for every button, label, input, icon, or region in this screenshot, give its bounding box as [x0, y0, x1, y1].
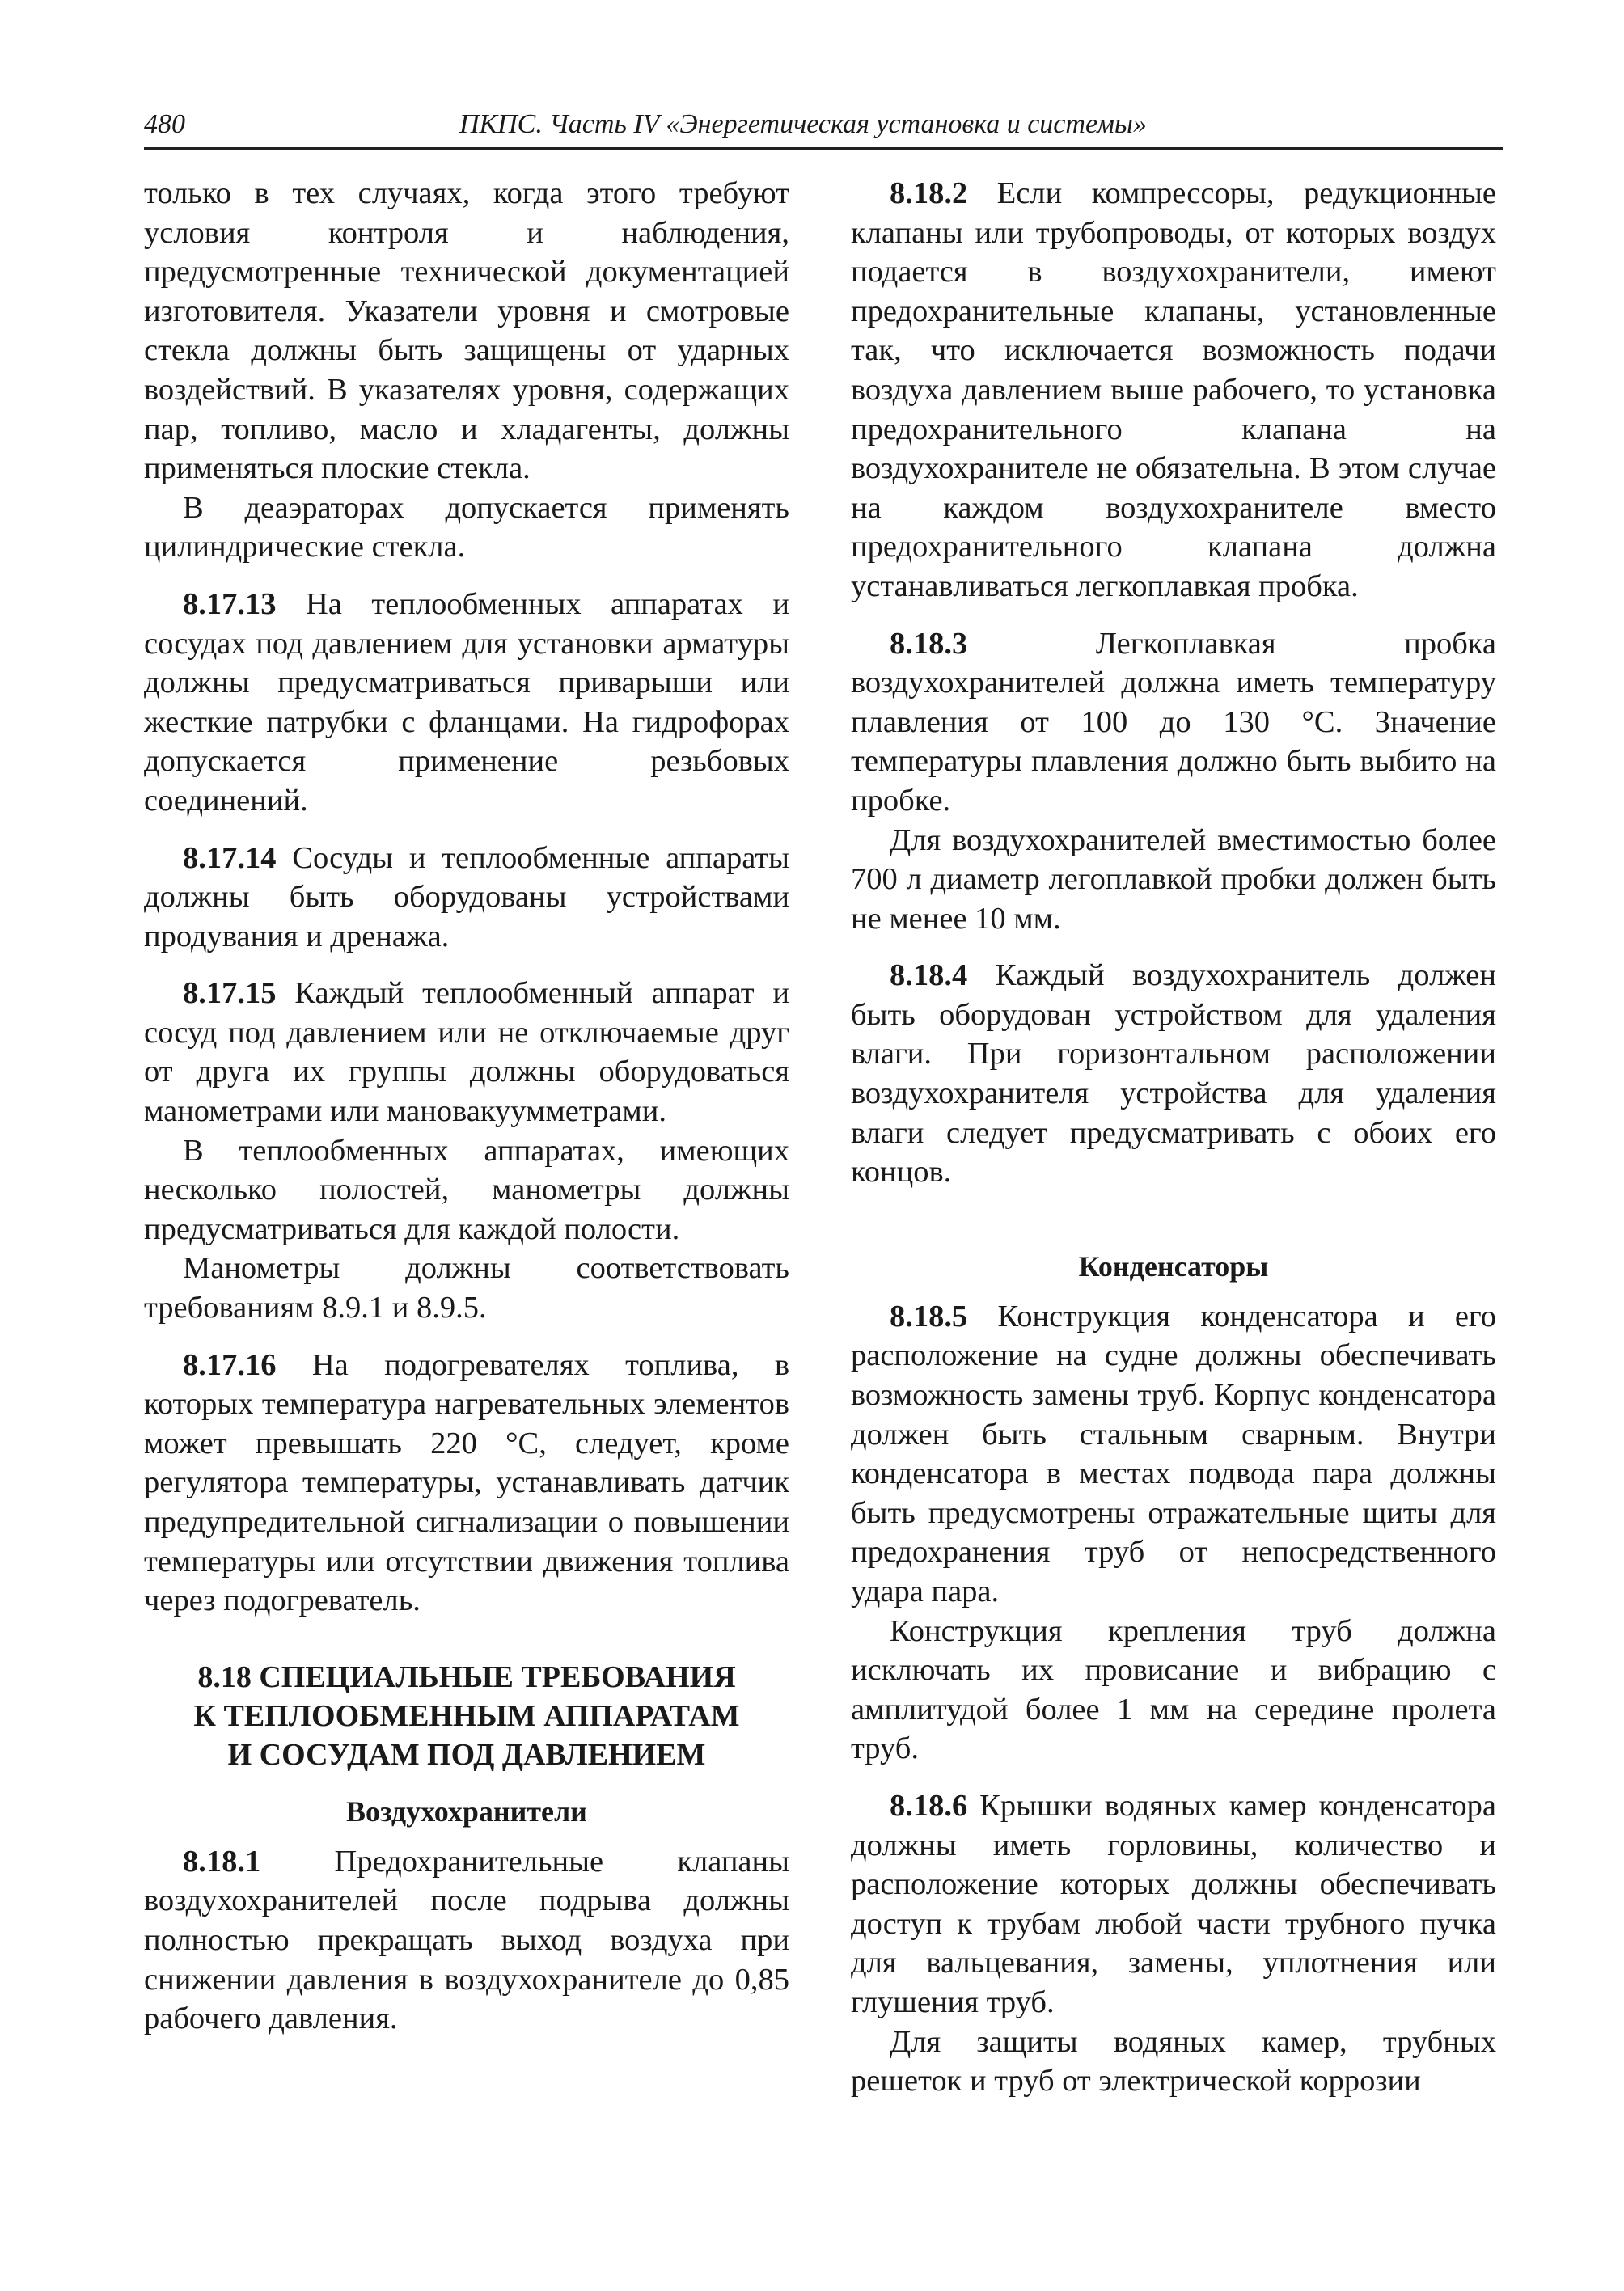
- clause-number: 8.17.13: [183, 586, 277, 621]
- clause-8-17-13: [144, 585, 789, 821]
- clause-number: 8.17.14: [183, 840, 277, 875]
- section-heading-line: И СОСУДАМ ПОД ДАВЛЕНИЕМ: [227, 1737, 706, 1772]
- clause-8-18-2: [851, 174, 1496, 607]
- clause-text: Каждый воздухохранитель должен быть оборудован устройством для удаления влаги. При горизонтальном расположении воздухохранителя устройства для удаления влаги следует предусматривать с обоих его концов.: [851, 958, 1496, 1190]
- clause-8-18-3: [851, 624, 1496, 821]
- left-column: [144, 174, 789, 2039]
- page-number: 480: [144, 109, 185, 139]
- clause-8-17-14: [144, 839, 789, 957]
- clause-8-17-15: [144, 974, 789, 1131]
- clause-text: Конструкция конденсатора и его расположение на судне должны обеспечивать возможность замены труб. Корпус конденсатора должен быть стальным сварным. Внутри конденсатора в местах подвода пара должны быть предусмотрены отражательные щиты для предохранения труб от непосредственного удара пара.: [851, 1299, 1496, 1608]
- clause-text: На теплообменных аппаратах и сосудах под давлением для установки арматуры должны предусматриваться приварыши или жесткие патрубки с фланцами. На гидрофорах допускается применение резьбовых соединений.: [144, 586, 789, 818]
- paragraph: только в тех случаях, когда этого требуют условия контроля и наблюдения, предусмотренные технической документацией изготовителя. Указатели уровня и смотровые стекла должны быть защищены от ударных воздействий. В указателях уровня, содержащих пар, топливо, масло и хладагенты, должны применяться плоские стекла.: [144, 176, 789, 486]
- clause-number: 8.18.4: [890, 958, 968, 993]
- clause-number: 8.17.15: [183, 976, 277, 1011]
- clause-8-18-6: [851, 1786, 1496, 2023]
- clause-text: Каждый теплообменный аппарат и сосуд под давлением или не отключаемые друг от друга их группы должны оборудоваться манометрами или мановакуумметрами.: [144, 976, 789, 1129]
- paragraph: Для защиты водяных камер, трубных решеток и труб от электрической коррозии: [851, 2024, 1496, 2099]
- running-header: [144, 105, 1503, 150]
- clause-8-18-5: [851, 1297, 1496, 1612]
- paragraph: В деаэраторах допускается применять цилиндрические стекла.: [144, 490, 789, 564]
- clause-number: 8.18.2: [890, 176, 968, 210]
- clause-8-17-16: [144, 1346, 789, 1621]
- right-column: [851, 174, 1496, 2101]
- paragraph: Манометры должны соответствовать требованиям 8.9.1 и 8.9.5.: [144, 1251, 789, 1325]
- clause-text: Если компрессоры, редукционные клапаны или трубопроводы, от которых воздух подается в воздухохранители, имеют предохранительные клапаны, установленные так, что исключается возможность подачи воздуха давлением выше рабочего, то установка предохранительного клапана на воздухохранителе не обязательна. В этом случае на каждом воздухохранителе вместо предохранительного клапана должна устанавливаться легкоплавкая пробка.: [851, 176, 1496, 603]
- clause-text: На подогревателях топлива, в которых температура нагревательных элементов может превышать 220 °С, следует, кроме регулятора температуры, устанавливать датчик предупредительной сигнализации о повышении температуры или отсутствии движения топлива через подогреватель.: [144, 1347, 789, 1618]
- section-heading-line: 8.18 СПЕЦИАЛЬНЫЕ ТРЕБОВАНИЯ: [197, 1659, 736, 1694]
- paragraph: Конструкция крепления труб должна исключать их провисание и вибрацию с амплитудой более 1 мм на середине пролета труб.: [851, 1613, 1496, 1766]
- section-heading-line: К ТЕПЛООБМЕННЫМ АППАРАТАМ: [193, 1698, 740, 1733]
- clause-number: 8.18.5: [890, 1299, 968, 1334]
- clause-number: 8.17.16: [183, 1347, 277, 1382]
- clause-number: 8.18.3: [890, 626, 968, 661]
- clause-8-18-1: [144, 1842, 789, 2039]
- clause-8-18-4: [851, 956, 1496, 1192]
- clause-text: Предохранительные клапаны воздухохранителей после подрыва должны полностью прекращать выход воздуха при снижении давления в воздухохранителе до 0,85 рабочего давления.: [144, 1844, 789, 2036]
- section-heading-8-18: [144, 1658, 789, 1774]
- clause-number: 8.18.1: [183, 1844, 261, 1879]
- subheading-air-receivers: Воздухохранители: [346, 1794, 587, 1828]
- clause-number: 8.18.6: [890, 1788, 968, 1823]
- subheading-condensers: Конденсаторы: [1078, 1249, 1269, 1283]
- clause-text: Легкоплавкая пробка воздухохранителей должна иметь температуру плавления от 100 до 130 °С. Значение температуры плавления должно быть выбито на пробке.: [851, 626, 1496, 818]
- clause-text: Сосуды и теплообменные аппараты должны быть оборудованы устройствами продувания и дренажа.: [144, 840, 789, 953]
- clause-text: Крышки водяных камер конденсатора должны иметь горловины, количество и расположение которых должны обеспечивать доступ к трубам любой части трубного пучка для вальцевания, замены, уплотнения или глушения труб.: [851, 1788, 1496, 2019]
- paragraph: В теплообменных аппаратах, имеющих несколько полостей, манометры должны предусматриваться для каждой полости.: [144, 1133, 789, 1246]
- running-title: ПКПС. Часть IV «Энергетическая установка и системы»: [459, 109, 1147, 139]
- paragraph: Для воздухохранителей вместимостью более 700 л диаметр легоплавкой пробки должен быть не менее 10 мм.: [851, 822, 1496, 936]
